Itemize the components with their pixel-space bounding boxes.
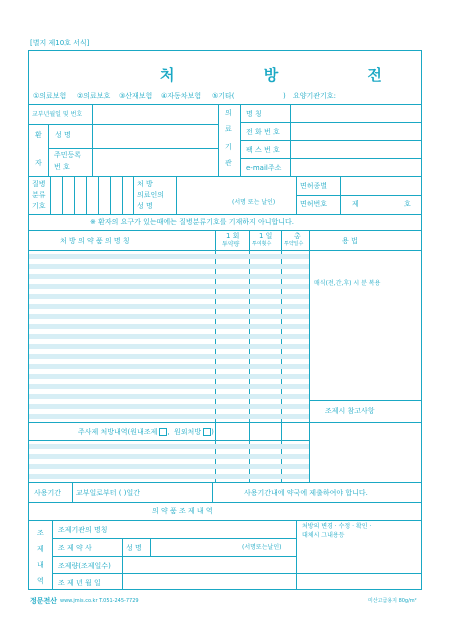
insurance-type-3[interactable]: ③산재보험: [119, 92, 153, 100]
institution-section-1: 의: [225, 109, 232, 117]
dose-header-2: 투약량: [222, 241, 240, 248]
paper-note: 미산고급용지 80g/m²: [368, 598, 417, 604]
period-note: 사용기간내에 약국에 제출하여야 합니다.: [244, 489, 368, 497]
insurance-type-5-close: ): [283, 92, 286, 100]
injection-label: 주사제 처방내역(원내조제 , 원외처방 ): [78, 428, 214, 436]
drug-name-header: 처 방 의 약 품 의 명 칭: [60, 237, 130, 245]
insurance-type-4[interactable]: ④자동차보험: [161, 92, 202, 100]
license-number-label: 면허번호: [300, 200, 328, 208]
dispense-note-label: 조제시 참고사항: [325, 407, 375, 415]
patient-id-label-2: 번 호: [54, 163, 70, 171]
dispensing-section-3: 내: [37, 561, 44, 569]
publisher-contact: www.jmis.co.kr T.051-245-7729: [60, 598, 139, 604]
dispensing-amount-label: 조제량(조제일수): [58, 562, 111, 570]
disease-code-label-3: 기호: [32, 202, 46, 210]
pharmacist-label: 조 제 약 사: [58, 544, 92, 552]
institution-name-label: 명 칭: [246, 110, 262, 118]
change-note-2: 대체시 그내용등: [302, 532, 345, 539]
notice-text: ※ 환자의 요구가 있는때에는 질병분류기호를 기재하지 아니합니다.: [90, 218, 295, 226]
signature-note: (서명 또는 날인): [232, 199, 276, 206]
outside-label-text: 원외처방: [174, 428, 202, 436]
doctor-label-1: 처 방: [137, 180, 153, 188]
dispensing-date-label: 조 제 년 월 일: [58, 579, 101, 587]
days-header-1: 총: [294, 232, 301, 240]
form-number: [별지 제10호 서식]: [30, 39, 90, 47]
period-label: 사용기간: [34, 489, 62, 497]
institution-section-2: 료: [225, 125, 232, 133]
institution-email-label: e-mail주소: [246, 164, 282, 172]
institution-code-label: 요양기관기호:: [293, 92, 336, 100]
patient-section-2: 자: [35, 159, 42, 167]
patient-section-1: 환: [35, 131, 42, 139]
daily-header-1: 1 일: [259, 232, 273, 240]
doctor-label-2: 의료인의: [137, 191, 165, 199]
dispensing-section-1: 조: [37, 529, 44, 537]
pharmacist-signature-note: (서명또는날인): [242, 544, 282, 551]
dispensing-section-4: 역: [37, 577, 44, 585]
institution-phone-label: 전 화 번 호: [246, 128, 280, 136]
dose-header-1: 1 회: [226, 232, 240, 240]
usage-header: 용 법: [342, 237, 358, 245]
insurance-type-2[interactable]: ②의료보호: [77, 92, 111, 100]
license-type-label: 면허종별: [300, 182, 328, 190]
patient-id-label-1: 주민등록: [54, 151, 82, 159]
dispensing-institution-label: 조제기관의 명칭: [58, 526, 108, 534]
license-prefix: 제: [352, 200, 359, 208]
dispensing-section-2: 제: [37, 545, 44, 553]
usage-note: 매식(전,간,후) 시 분 복용: [314, 280, 381, 287]
doctor-label-3: 성 명: [137, 202, 153, 210]
injection-label-text: 주사제 처방내역(원내조제: [78, 428, 158, 436]
disease-code-label-2: 분류: [32, 191, 46, 199]
license-suffix: 호: [404, 200, 411, 208]
publisher-name: 정문전산: [30, 597, 58, 605]
in-house-checkbox[interactable]: [159, 428, 167, 436]
institution-section-4: 관: [225, 159, 232, 167]
patient-name-label: 성 명: [55, 131, 71, 139]
period-from: 교부일로부터 ( )일간: [76, 489, 141, 497]
outside-checkbox[interactable]: [203, 428, 211, 436]
daily-header-2: 투여횟수: [252, 241, 272, 247]
pharmacist-name-label: 성 명: [126, 544, 142, 552]
days-header-2: 투약일수: [284, 241, 304, 247]
insurance-type-1[interactable]: ①의료보험: [33, 92, 67, 100]
disease-code-label-1: 질병: [32, 180, 46, 188]
page-title: 처 방 전: [160, 66, 424, 84]
change-note-1: 처방의 변경 · 수정 · 확인 ·: [302, 523, 372, 530]
insurance-type-5[interactable]: ⑤기타(: [212, 92, 235, 100]
institution-section-3: 기: [225, 143, 232, 151]
dispensing-header: 의 약 품 조 제 내 역: [152, 507, 213, 515]
card-number-label: 교부년월일 및 번호: [32, 111, 83, 118]
institution-fax-label: 팩 스 번 호: [246, 146, 280, 154]
